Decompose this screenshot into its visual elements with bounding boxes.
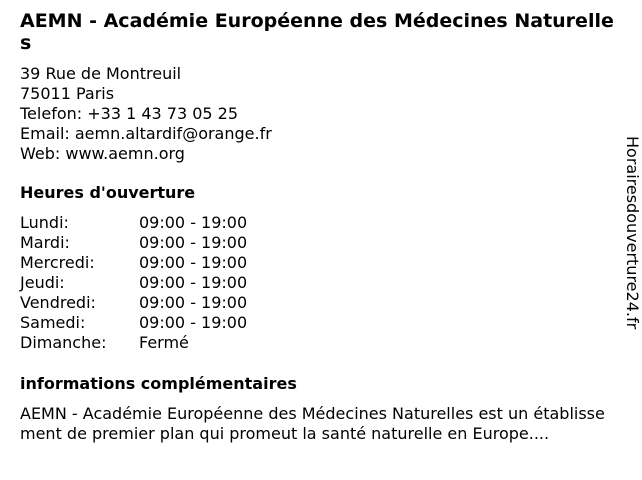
time-value: 09:00 - 19:00 xyxy=(139,213,248,232)
day-label: Lundi: xyxy=(20,213,69,232)
additional-info-text: AEMN - Académie Européenne des Médecines Naturelles est un établissement de premier plan qui promeut la santé naturelle en Europe.... xyxy=(20,404,605,443)
time-value: Fermé xyxy=(139,333,189,352)
email-address: Email: aemn.altardif@orange.fr xyxy=(20,124,272,143)
brand-watermark-text: Horairesdouverture24.fr xyxy=(623,136,642,330)
day-label: Mercredi: xyxy=(20,253,95,272)
additional-info-heading: informations complémentaires xyxy=(20,374,297,393)
street-address: 39 Rue de Montreuil xyxy=(20,64,182,83)
address-block xyxy=(20,64,272,164)
website-address: Web: www.aemn.org xyxy=(20,144,185,163)
day-label: Jeudi: xyxy=(20,273,65,292)
business-name: AEMN - Académie Européenne des Médecines Naturelles xyxy=(20,10,614,54)
time-value: 09:00 - 19:00 xyxy=(139,313,248,332)
day-label: Samedi: xyxy=(20,313,86,332)
day-label: Vendredi: xyxy=(20,293,96,312)
day-label: Mardi: xyxy=(20,233,70,252)
phone-number: Telefon: +33 1 43 73 05 25 xyxy=(20,104,239,123)
time-value: 09:00 - 19:00 xyxy=(139,273,248,292)
time-value: 09:00 - 19:00 xyxy=(139,253,248,272)
day-label: Dimanche: xyxy=(20,333,107,352)
time-value: 09:00 - 19:00 xyxy=(139,233,248,252)
city-postal-code: 75011 Paris xyxy=(20,84,115,103)
time-value: 09:00 - 19:00 xyxy=(139,293,248,312)
opening-hours-heading: Heures d'ouverture xyxy=(20,183,196,202)
brand-watermark xyxy=(622,136,642,346)
